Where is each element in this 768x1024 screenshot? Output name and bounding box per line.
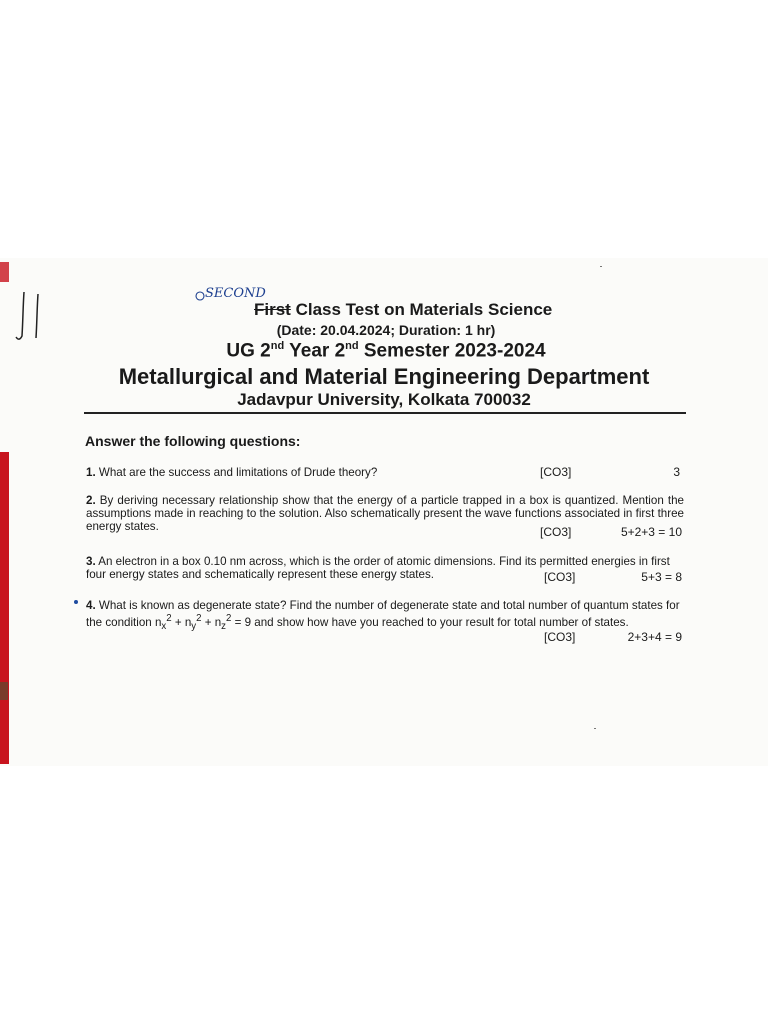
question-marks: 2+3+4 = 9 (622, 631, 682, 644)
question-4 (86, 599, 684, 644)
superscript-2: 2 (226, 613, 232, 624)
question-3 (86, 555, 684, 584)
page-edge-red (0, 262, 9, 282)
course-outcome: [CO3] (540, 571, 575, 584)
subscript-y: y (191, 621, 197, 633)
year-sup: nd (270, 340, 285, 352)
course-outcome: [CO3] (540, 465, 572, 479)
page-edge-red (0, 452, 9, 764)
subscript-z: z (221, 621, 226, 633)
scan-speck (594, 728, 596, 729)
question-2 (86, 494, 684, 539)
year-ug: UG 2 (226, 340, 271, 362)
question-number: 3. (86, 555, 96, 568)
instructions: Answer the following questions: (85, 433, 301, 449)
year-mid: Year 2 (284, 340, 346, 362)
plus-n: + n (201, 615, 222, 629)
question-number: 4. (86, 599, 96, 612)
superscript-2: 2 (166, 613, 172, 624)
question-body (86, 555, 684, 581)
question-body (86, 599, 684, 633)
question-text: What are the success and limitations of Drude theory? (95, 466, 378, 479)
course-outcome: [CO3] (540, 631, 575, 644)
title-rest: Class Test on Materials Science (290, 300, 553, 319)
question-text: = 9 and show how have you reached to your result for total number of states. (231, 615, 629, 629)
year-end: Semester 2023-2024 (358, 340, 546, 362)
question-1 (86, 466, 684, 479)
question-marks: 5+2+3 = 10 (620, 525, 682, 539)
bullet-mark (74, 600, 78, 604)
course-outcome: [CO3] (540, 525, 572, 539)
semester-sup: nd (345, 340, 359, 352)
question-text: An electron in a box 0.10 nm across, which is the order of atomic dimensions. Find its permitted energies in first four energy states and schematically represent these energy states. (86, 555, 670, 581)
page-edge-dark (0, 682, 8, 700)
question-number: 2. (86, 494, 96, 507)
handnote-text: SECOND (205, 286, 266, 301)
university-name: Jadavpur University, Kolkata 700032 (237, 390, 531, 409)
department-name: Metallurgical and Material Engineering Department (118, 364, 650, 389)
scan-speck (600, 266, 602, 267)
date-duration: (Date: 20.04.2024; Duration: 1 hr) (276, 322, 496, 338)
question-number: 1. (86, 466, 96, 479)
question-marks: 5+3 = 8 (641, 570, 682, 584)
plus-n: + n (171, 615, 192, 629)
test-title (254, 300, 554, 320)
superscript-2: 2 (196, 613, 202, 624)
question-text: What is known as degenerate state? Find the number of degenerate state and total number of quantum states for the condition n (86, 599, 680, 629)
question-body (86, 494, 684, 533)
year-semester (2, 340, 768, 362)
title-struck-word: First (254, 300, 291, 319)
header-divider (84, 412, 686, 414)
question-marks: 3 (673, 465, 680, 479)
subscript-x: x (161, 621, 167, 633)
question-text: By deriving necessary relationship show that the energy of a particle trapped in a box is quantized. Mention the assumptions made in reaching to the solution. Also schematically present the wave functions associated in first three energy states. (86, 494, 684, 533)
